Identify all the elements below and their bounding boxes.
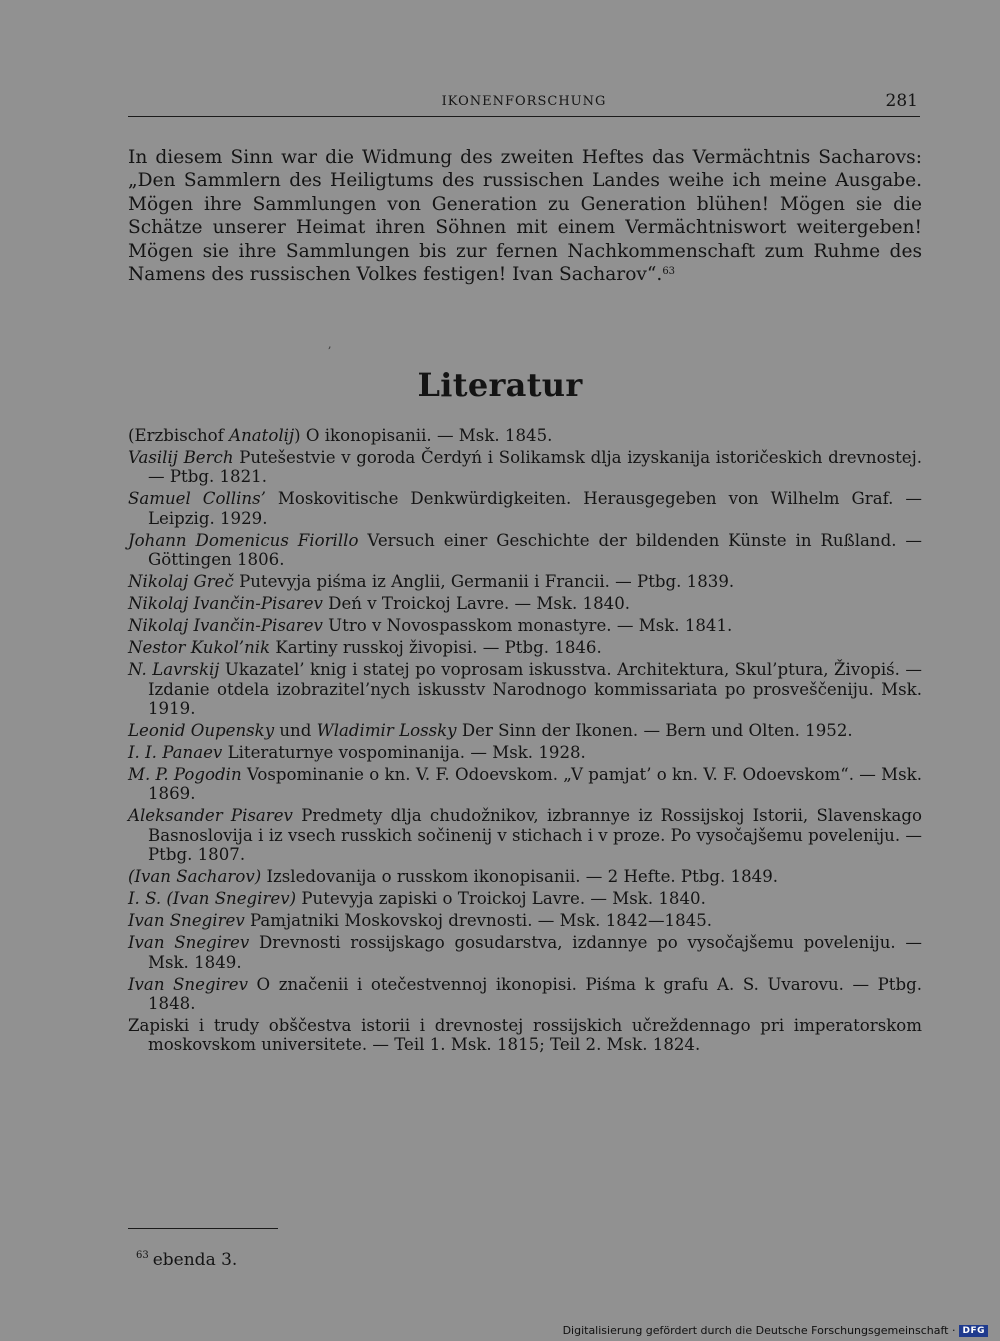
digitization-notice xyxy=(563,1324,988,1337)
digitization-text: Digitalisierung gefördert durch die Deutsche Forschungsgemeinschaft · xyxy=(562,1324,956,1337)
entry-text: Deń v Troickoj Lavre. — Msk. 1840. xyxy=(322,594,631,614)
bibliography-entry xyxy=(128,594,922,613)
entry-text: O značenii i otečestvennoj ikonopisi. Piśma k grafu A. S. Uvarovu. — Ptbg. 1848. xyxy=(148,974,922,1014)
footnote-ref: 63 xyxy=(662,266,676,278)
bibliography-entry xyxy=(128,660,922,718)
bibliography-entry xyxy=(128,721,922,740)
entry-text: Kartiny russkoj živopisi. — Ptbg. 1846. xyxy=(270,638,602,658)
bibliography-entry xyxy=(128,616,922,635)
entry-author: Aleksander Pisarev xyxy=(128,806,293,826)
section-title: Literatur xyxy=(417,366,583,404)
entry-author: M. P. Pogodin xyxy=(128,765,242,785)
bibliography-entry xyxy=(128,867,922,886)
footnote-divider xyxy=(128,1228,278,1229)
entry-author: Leonid Oupensky xyxy=(128,721,275,741)
entry-author: I. I. Panaev xyxy=(128,743,223,763)
scan-mark: , xyxy=(328,338,332,351)
bibliography-entry xyxy=(128,426,922,445)
bibliography-entry xyxy=(128,572,922,591)
bibliography-entry xyxy=(128,975,922,1014)
entry-text: Predmety dlja chudožnikov, izbrannye iz Rossijskoj Istorii, Slavenskago Basnoslovija i iz vsech russkich sočinenij v stichach i v proze. Po vysočajšemu poveleniju. — Ptbg. 1807. xyxy=(148,806,922,865)
entry-author: (Ivan Sacharov) xyxy=(128,867,262,887)
entry-author: Johann Domenicus Fiorillo xyxy=(128,530,359,550)
entry-text: Pamjatniki Moskovskoj drevnosti. — Msk. 1842—1845. xyxy=(244,911,713,931)
bibliography-entry xyxy=(128,743,922,762)
entry-text: (Erzbischof xyxy=(128,426,230,445)
bibliography-entry xyxy=(128,889,922,908)
footnote-text: ebenda 3. xyxy=(152,1250,238,1270)
intro-paragraph xyxy=(128,146,922,286)
bibliography-entry xyxy=(128,1016,922,1055)
footnote-number: 63 xyxy=(136,1250,149,1261)
entry-text: Utro v Novospasskom monastyre. — Msk. 1841. xyxy=(322,616,733,636)
entry-text: Der Sinn der Ikonen. — Bern und Olten. 1952. xyxy=(456,721,853,741)
entry-author: Ivan Snegirev xyxy=(128,911,245,931)
entry-text: Zapiski i trudy obščestva istorii i drevnostej rossijskich učreždennago pri imperatorskom moskovskom universitete. — Teil 1. Msk. 1815; Teil 2. Msk. 1824. xyxy=(128,1016,922,1055)
footnote xyxy=(136,1250,237,1270)
entry-author: Nestor Kukol’nik xyxy=(128,638,271,658)
dfg-logo: DFG xyxy=(959,1325,988,1337)
entry-author: N. Lavrskij xyxy=(128,660,220,680)
entry-author: Nikolaj Ivančin-Pisarev xyxy=(128,616,323,636)
page-number: 281 xyxy=(885,91,918,111)
entry-text: Putevyja piśma iz Anglii, Germanii i Francii. — Ptbg. 1839. xyxy=(233,572,735,592)
entry-text: Izsledovanija o russkom ikonopisanii. — 2 Hefte. Ptbg. 1849. xyxy=(261,867,779,887)
entry-text: ) O ikonopisanii. — Msk. 1845. xyxy=(294,426,553,445)
entry-author: Vasilij Berch xyxy=(128,448,234,467)
entry-author: Nikolaj Ivančin-Pisarev xyxy=(128,594,323,614)
bibliography-entry xyxy=(128,933,922,972)
entry-author: Anatolij xyxy=(229,426,295,445)
entry-text: Ukazatel’ knig i statej po voprosam iskusstva. Architektura, Skul’ptura, Živopiś. — Izdanie otdela izobrazitel’nych iskusstv Narodnogo kommissariata po prosveščeniju. Msk. 1919. xyxy=(148,660,922,719)
entry-author: Ivan Snegirev xyxy=(128,974,248,994)
entry-text: Vospominanie o kn. V. F. Odoevskom. „V pamjat’ o kn. V. F. Odoevskom“. — Msk. 1869. xyxy=(148,765,922,804)
entry-author: Wladimir Lossky xyxy=(316,721,457,741)
entry-text: Drevnosti rossijskago gosudarstva, izdannye po vysočajšemu poveleniju. — Msk. 1849. xyxy=(148,933,922,972)
entry-text: Putevyja zapiski o Troickoj Lavre. — Msk. 1840. xyxy=(296,889,706,909)
intro-text: In diesem Sinn war die Widmung des zweiten Heftes das Vermächtnis Sacharovs: „Den Sammlern des Heiligtums des russischen Landes weihe ich meine Ausgabe. Mögen ihre Sammlungen von Generation zu Generation blühen! Mögen sie die Schätze unserer Heimat ihren Söhnen mit einem Vermächtniswort weitergeben! Mögen sie ihre Sammlungen bis zur fernen Nachkommenschaft zum Ruhme des Namens des russischen Volkes festigen! Ivan Sacharov“. xyxy=(128,147,922,286)
bibliography-list xyxy=(128,426,922,1057)
bibliography-entry xyxy=(128,638,922,657)
bibliography-entry xyxy=(128,489,922,528)
entry-author: Ivan Snegirev xyxy=(128,933,250,953)
bibliography-entry xyxy=(128,531,922,570)
bibliography-entry xyxy=(128,911,922,930)
bibliography-entry xyxy=(128,765,922,804)
entry-text: Versuch einer Geschichte der bildenden Künste in Rußland. — Göttingen 1806. xyxy=(148,530,923,570)
entry-text: Putešestvie v goroda Čerdyń i Solikamsk dlja izyskanija istoričeskich drevnostej. — Ptbg. 1821. xyxy=(148,448,922,487)
bibliography-entry xyxy=(128,448,922,487)
entry-text: und xyxy=(274,721,317,741)
entry-text: Literaturnye vospominanija. — Msk. 1928. xyxy=(222,743,586,763)
entry-author: I. S. (Ivan Snegirev) xyxy=(128,889,297,909)
page-header xyxy=(128,92,920,117)
running-head: IKONENFORSCHUNG xyxy=(441,94,607,109)
entry-text: Moskovitische Denkwürdigkeiten. Herausgegeben von Wilhelm Graf. — Leipzig. 1929. xyxy=(148,489,923,528)
bibliography-entry xyxy=(128,806,922,864)
entry-author: Samuel Collins’ xyxy=(128,489,266,509)
entry-author: Nikolaj Greč xyxy=(128,572,234,592)
